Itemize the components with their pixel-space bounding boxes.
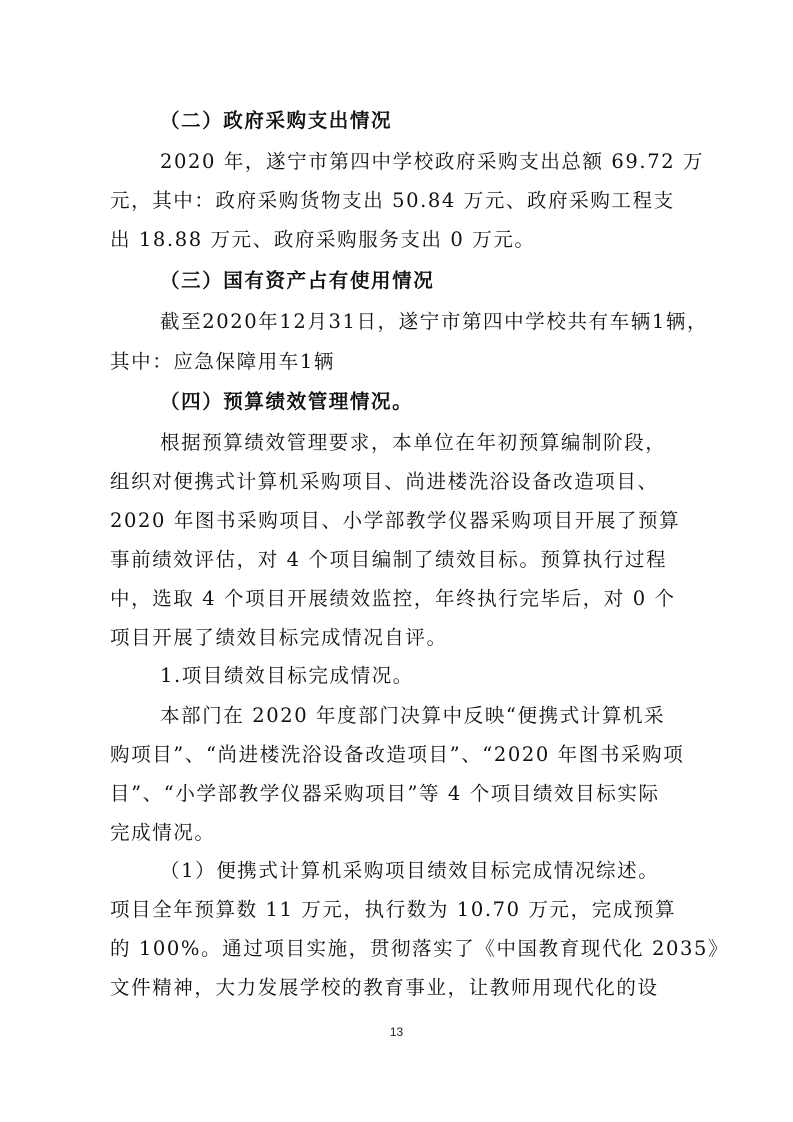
paragraph-line: 项目全年预算数 11 万元，执行数为 10.70 万元，完成预算 bbox=[110, 898, 677, 921]
section-heading-state-assets: （三）国有资产占有使用情况 bbox=[160, 269, 435, 292]
paragraph-line: 目”、“小学部教学仪器采购项目”等 4 个项目绩效目标实际 bbox=[110, 782, 660, 805]
page-number: 13 bbox=[389, 1025, 404, 1039]
paragraph-line: 元，其中：政府采购货物支出 50.84 万元、政府采购工程支 bbox=[110, 189, 675, 212]
paragraph-line: 的 100%。通过项目实施，贯彻落实了《中国教育现代化 2035》 bbox=[110, 937, 730, 960]
paragraph-line: 完成情况。 bbox=[110, 821, 216, 844]
paragraph-line: 组织对便携式计算机采购项目、尚进楼洗浴设备改造项目、 bbox=[110, 470, 659, 493]
paragraph-line: 中，选取 4 个项目开展绩效监控，年终执行完毕后，对 0 个 bbox=[110, 587, 676, 610]
paragraph-line: 截至2020年12月31日，遂宁市第四中学校共有车辆1辆， bbox=[160, 310, 709, 333]
paragraph-line: 购项目”、“尚进楼洗浴设备改造项目”、“2020 年图书采购项 bbox=[110, 743, 685, 766]
paragraph-line: 本部门在 2020 年度部门决算中反映“便携式计算机采 bbox=[160, 704, 666, 727]
paragraph-line: 项目开展了绩效目标完成情况自评。 bbox=[110, 626, 448, 649]
paragraph-line: 2020 年，遂宁市第四中学校政府采购支出总额 69.72 万 bbox=[160, 150, 705, 173]
paragraph-line: 事前绩效评估，对 4 个项目编制了绩效目标。预算执行过程 bbox=[110, 548, 668, 571]
subsection-heading-laptop-project: （1）便携式计算机采购项目绩效目标完成情况综述。 bbox=[160, 859, 660, 882]
paragraph-line: 出 18.88 万元、政府采购服务支出 0 万元。 bbox=[110, 228, 536, 251]
subsection-heading-project-goals: 1.项目绩效目标完成情况。 bbox=[160, 664, 414, 687]
paragraph-line: 根据预算绩效管理要求，本单位在年初预算编制阶段， bbox=[160, 431, 667, 454]
paragraph-line: 文件精神，大力发展学校的教育事业，让教师用现代化的设 bbox=[110, 976, 659, 999]
section-heading-budget-performance: （四）预算绩效管理情况。 bbox=[160, 390, 414, 413]
paragraph-line: 2020 年图书采购项目、小学部教学仪器采购项目开展了预算 bbox=[110, 509, 681, 532]
paragraph-line: 其中：应急保障用车1辆 bbox=[110, 350, 336, 373]
section-heading-gov-procurement: （二）政府采购支出情况 bbox=[160, 109, 393, 132]
